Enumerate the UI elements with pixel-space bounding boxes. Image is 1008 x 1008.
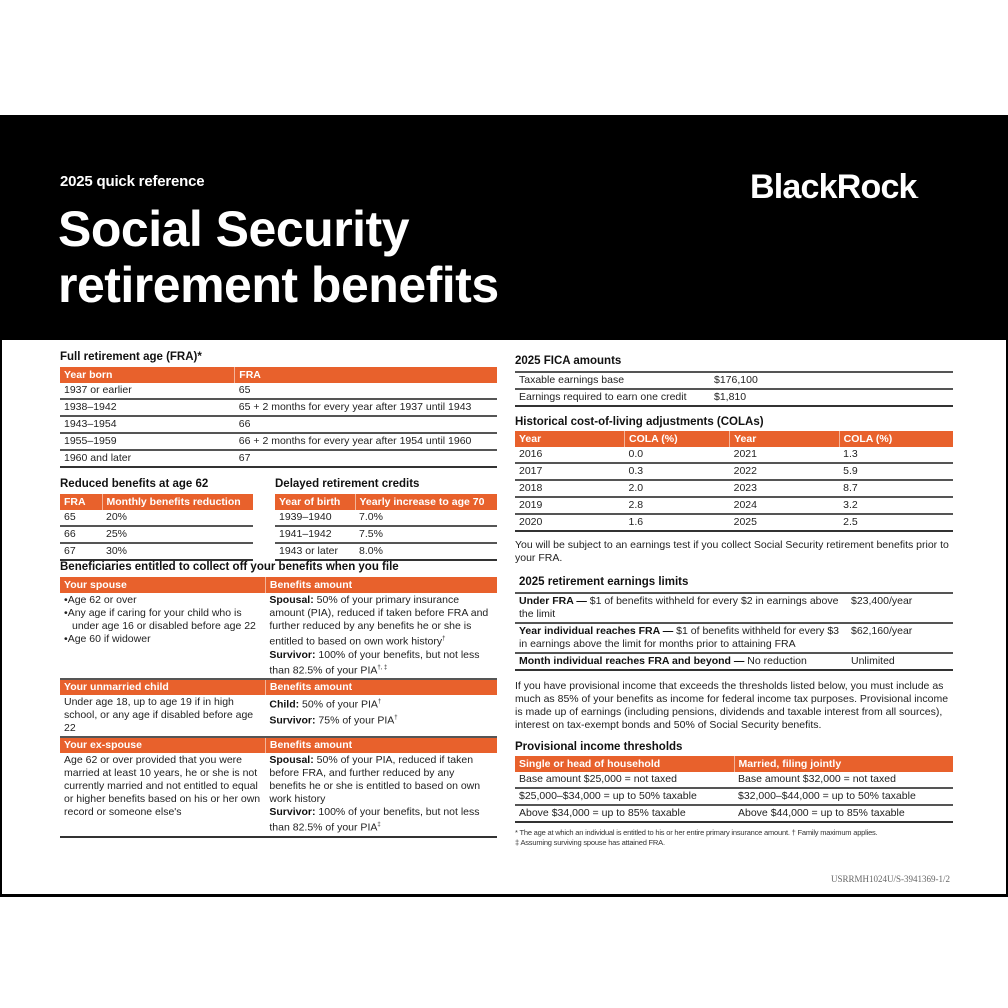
table-row: Under FRA — $1 of benefits withheld for every $2 in earnings above the limit $23,400/year [515, 593, 953, 623]
fra-table [60, 367, 497, 468]
table-row: 1941–1942 7.5% [275, 526, 497, 543]
table-row: 2017 0.3 2022 5.9 [515, 463, 953, 480]
footnote-2: ‡ Assuming surviving spouse has attained FRA. [515, 838, 665, 847]
list-item: • Age 60 if widower [64, 633, 261, 646]
list-item: • Any age if caring for your child who is under age 16 or disabled before age 22 [64, 607, 261, 633]
reduced-benefits-section [60, 477, 253, 561]
beneficiaries-table: Your spouse Benefits amount • Age 62 or over • Any age if caring for your child who is under age 16 or disabled before age 22 • Age 60 if widower Spousal: 50% of your primary insurance amount (PIA), reduced if taken before FRA and further reduced by any benefits he or she is entitled to based on own work history† Survivor: 100% of your benefits, but not less than 82.5% of your PIA†, ‡ Your unmarried child Benefits amount Under age 18, up to age 19 if in high school, or any age if disabled before age 22 Child: 50% of your PIA† Survivor: 75% of your PIA† Your ex-spouse Benefits amount Age 62 or over provided that you were married at least 10 years, he or she is not currently married and not entitled to equal or higher benefits based on his or her own record or someone else's Spousal: 50% of your PIA, reduced if taken before FRA, and further reduced by any benefits he or she is entitled to based on own work history Survivor: 100% of your benefits, but not less than 82.5% of your PIA‡ [60, 577, 497, 838]
blackrock-logo [750, 168, 918, 207]
table-row: Year individual reaches FRA — $1 of benefits withheld for every $3 in earnings above the limit for months prior to attaining FRA $62,160/year [515, 623, 953, 653]
delayed-title: Delayed retirement credits [275, 478, 420, 490]
cola-table: Year COLA (%) Year COLA (%) 2016 0.0 2021 1.3 2017 0.3 2022 5.9 2018 2.0 2023 8.7 2019 2.8 2024 3.2 2020 1.6 2025 2.5 [515, 431, 953, 532]
table-row: $25,000–$34,000 = up to 50% taxable $32,000–$44,000 = up to 50% taxable [515, 788, 953, 805]
content-area [0, 340, 1008, 897]
footnote-1: * The age at which an individual is entitled to his or her entire primary insurance amount. † Family maximum applies. [515, 828, 878, 837]
table-row: 1943 or later 8.0% [275, 543, 497, 560]
table-row: 1939–1940 7.0% [275, 510, 497, 526]
left-column [60, 350, 497, 838]
logo-mark: . [916, 191, 919, 200]
header-kicker: 2025 quick reference [60, 173, 205, 190]
footnotes [515, 828, 953, 848]
beneficiaries-title: Beneficiaries entitled to collect off your benefits when you file [60, 561, 399, 573]
provisional-intro: If you have provisional income that exceeds the thresholds listed below, you must include as much as 85% of your benefits as income for federal income tax purposes. Provisional income is made up of earnings (including pensions, dividends and taxable interest from all sources), interest on tax-exempt bonds and 50% of Social Security benefits. [515, 680, 949, 731]
earnings-limits-table [515, 592, 953, 671]
table-row: Earnings required to earn one credit $1,810 [515, 389, 953, 406]
table-row: 1943–1954 66 [60, 416, 497, 433]
provisional-table: Single or head of household Married, filing jointly Base amount $25,000 = not taxed Base amount $32,000 = not taxed $25,000–$34,000 = up to 50% taxable $32,000–$44,000 = up to 50% taxable Above $34,000 = up to 85% taxable Above $44,000 = up to 85% taxable [515, 756, 953, 823]
table-row: 66 25% [60, 526, 253, 543]
child-row: Under age 18, up to age 19 if in high school, or any age if disabled before age 22 Child: 50% of your PIA† Survivor: 75% of your PIA† [60, 695, 497, 737]
fica-table [515, 371, 953, 407]
delayed-credits-section [275, 477, 497, 561]
table-row: 67 30% [60, 543, 253, 560]
document-code: USRRMH1024U/S-3941369-1/2 [830, 874, 950, 884]
table-row: Taxable earnings base $176,100 [515, 372, 953, 389]
table-row: 1955–1959 66 + 2 months for every year after 1954 until 1960 [60, 433, 497, 450]
title-line-2: retirement benefits [58, 257, 499, 313]
spouse-row: • Age 62 or over • Any age if caring for your child who is under age 16 or disabled before age 22 • Age 60 if widower Spousal: 50% of your primary insurance amount (PIA), reduced if taken before FRA and further reduced by any benefits he or she is entitled to based on own work history† Survivor: 100% of your benefits, but not less than 82.5% of your PIA†, ‡ [60, 593, 497, 679]
cola-title: Historical cost-of-living adjustments (COLAs) [515, 416, 764, 428]
table-row: 65 20% [60, 510, 253, 526]
fra-title: Full retirement age (FRA)* [60, 351, 202, 363]
logo-text: BlackRock [750, 168, 917, 206]
provisional-title: Provisional income thresholds [515, 741, 683, 753]
table-row: 2019 2.8 2024 3.2 [515, 497, 953, 514]
ex-spouse-row: Age 62 or over provided that you were married at least 10 years, he or she is not currently married and not entitled to equal or higher benefits based on his or her own record or someone else's Spousal: 50% of your PIA, reduced if taken before FRA, and further reduced by any benefits he or she is entitled to based on own work history Survivor: 100% of your benefits, but not less than 82.5% of your PIA‡ [60, 753, 497, 837]
reduced-delayed-row [60, 477, 497, 557]
spouse-eligibility-list [64, 594, 261, 646]
list-item: • Age 62 or over [64, 594, 261, 607]
earnings-limits-title: 2025 retirement earnings limits [519, 576, 689, 588]
table-row: 1938–1942 65 + 2 months for every year after 1937 until 1943 [60, 399, 497, 416]
table-row: Above $34,000 = up to 85% taxable Above $44,000 = up to 85% taxable [515, 805, 953, 822]
right-column [515, 354, 953, 848]
table-row: 2018 2.0 2023 8.7 [515, 480, 953, 497]
table-row: 1937 or earlier 65 [60, 383, 497, 399]
fica-title: 2025 FICA amounts [515, 355, 622, 367]
earnings-test-note: You will be subject to an earnings test if you collect Social Security retirement benefits prior to your FRA. [515, 539, 949, 564]
page-title [58, 201, 499, 313]
table-row: 2016 0.0 2021 1.3 [515, 447, 953, 463]
table-row: 1960 and later 67 [60, 450, 497, 467]
reduced-table: FRA Monthly benefits reduction 65 20% 66 25% 67 30% [60, 494, 253, 561]
delayed-table: Year of birth Yearly increase to age 70 1939–1940 7.0% 1941–1942 7.5% 1943 or later 8.0% [275, 494, 497, 561]
reduced-title: Reduced benefits at age 62 [60, 478, 209, 490]
col-header: Year born [60, 367, 235, 383]
col-header: FRA [235, 367, 497, 383]
reference-page [0, 115, 1008, 897]
header-banner [0, 115, 1008, 340]
table-row: Month individual reaches FRA and beyond — No reduction Unlimited [515, 653, 953, 670]
title-line-1: Social Security [58, 201, 409, 257]
table-row: 2020 1.6 2025 2.5 [515, 514, 953, 531]
table-row: Base amount $25,000 = not taxed Base amount $32,000 = not taxed [515, 772, 953, 788]
